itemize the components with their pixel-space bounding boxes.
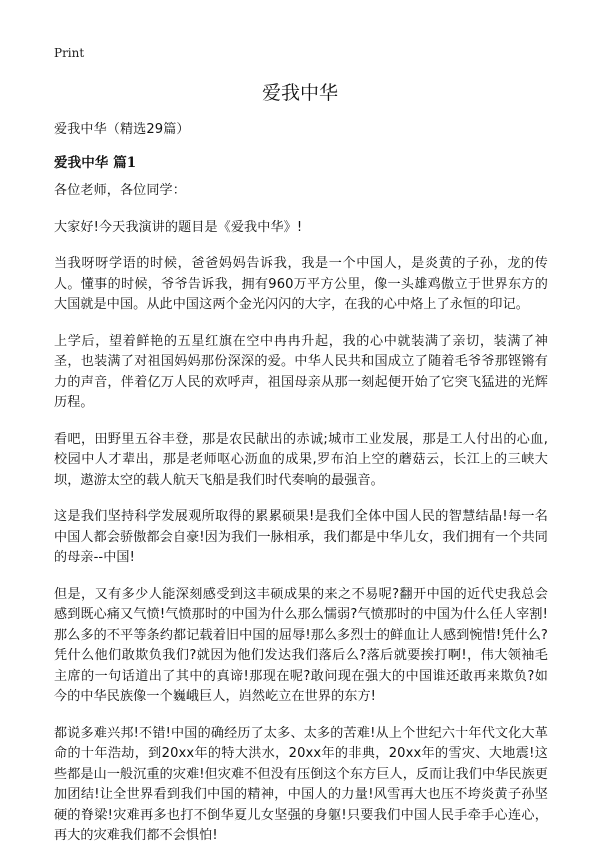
paragraph: 这是我们坚持科学发展观所取得的累累硕果!是我们全体中国人民的智慧结晶!每一名中国人都会骄傲都会自豪!因为我们一脉相承，我们都是中华儿女，我们拥有一个共同的母亲--中国! xyxy=(54,509,548,565)
paragraph: 上学后，望着鲜艳的五星红旗在空中冉冉升起，我的心中就装满了亲切，装满了神圣，也装满了对祖国妈妈那份深深的爱。中华人民共和国成立了随着毛爷爷那铿锵有力的声音，伴着亿万人民的欢呼声，祖国母亲从那一刻起便开始了它突飞猛进的光辉历程。 xyxy=(54,333,548,410)
paragraph: 都说多难兴邦!不错!中国的确经历了太多、太多的苦难!从上个世纪六十年代文化大革命的十年浩劫，到20xx年的特大洪水，20xx年的非典，20xx年的雪灾、大地震!这些都是山一般沉重的灾难!但灾难不但没有压倒这个东方巨人，反而让我们中华民族更加团结!让全世界看到我们中国的精神，中国人的力量!风雪再大也压不垮炎黄子孙坚硬的脊梁!灾难再多也打不倒华夏儿女坚强的身躯!只要我们中国人民手牵手心连心，再大的灾难我们都不会惧怕! xyxy=(54,725,548,843)
paragraph: 但是，又有多少人能深刻感受到这丰硕成果的来之不易呢?翻开中国的近代史我总会感到既心痛又气愤!气愤那时的中国为什么那么懦弱?气愤那时的中国为什么任人宰割!那么多的不平等条约都记载着旧中国的屈辱!那么多烈士的鲜血让人感到惋惜!凭什么?凭什么他们敢欺负我们?就因为他们发达我们落后么?落后就要挨打啊!，伟大领袖毛主席的一句话道出了其中的真谛!那现在呢?敢问现在强大的中国谁还敢再来欺负?如今的中华民族像一个巍峨巨人，岿然屹立在世界的东方! xyxy=(54,586,548,704)
print-link[interactable]: Print xyxy=(54,46,85,60)
paragraph-greeting: 各位老师，各位同学： xyxy=(54,183,186,198)
paragraph-intro: 大家好!今天我演讲的题目是《爱我中华》! xyxy=(54,219,303,235)
article-body xyxy=(54,120,548,863)
article-subtitle: 爱我中华（精选29篇） xyxy=(54,122,190,137)
paragraph: 看吧，田野里五谷丰登，那是农民献出的赤诚;城市工业发展，那是工人付出的心血,校园中人才辈出，那是老师呕心沥血的成果,罗布泊上空的蘑菇云，长江上的三峡大坝，遨游太空的载人航天飞船是我们时代奏响的最强音。 xyxy=(54,431,548,488)
section-heading: 爱我中华 篇1 xyxy=(54,154,137,171)
paragraph: 当我呀呀学语的时候，爸爸妈妈告诉我，我是一个中国人，是炎黄的子孙，龙的传人。懂事的时候，爷爷告诉我，拥有960万平方公里，像一头雄鸡傲立于世界东方的大国就是中国。从此中国这两个金光闪闪的大字，在我的心中烙上了永恒的印记。 xyxy=(54,256,548,312)
page-title: 爱我中华 xyxy=(261,82,338,104)
